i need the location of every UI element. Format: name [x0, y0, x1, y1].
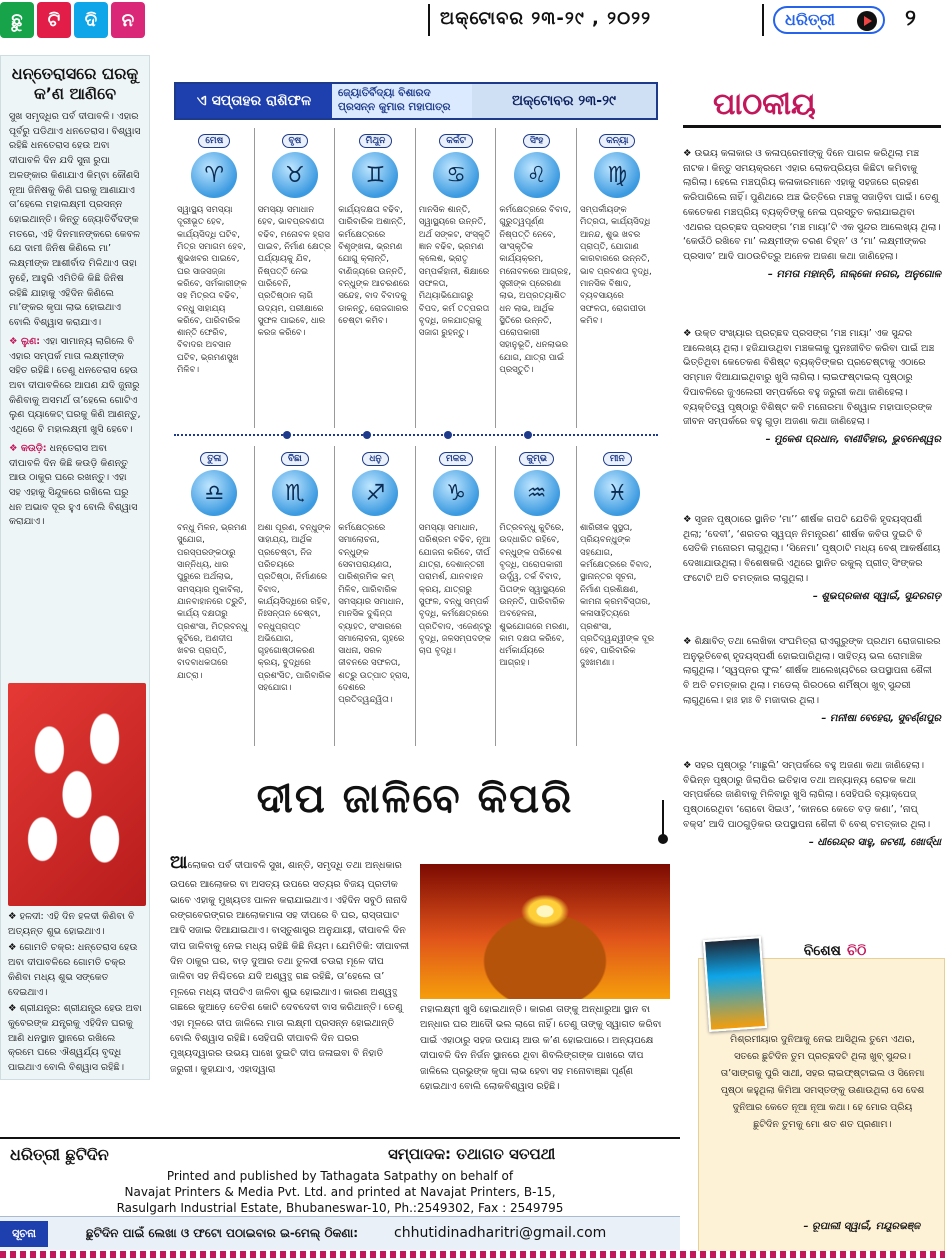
sign-label: ତୁଳା	[200, 452, 228, 466]
dotted-separator	[174, 434, 658, 438]
sign-text: କର୍ମକ୍ଷେତ୍ରରେ ବିବାଦ, ଗୁରୁତ୍ୱପୂର୍ଣ୍ଣ ନିଷ୍ପତ୍ତି ନେବେ, ସାଂସ୍କୃତିକ କାର୍ଯ୍ୟକ୍ରମ, ମନୋବଳରେ ଆଗ୍ରହ, ସ୍ତ୍ରୀଙ୍କ ପ୍ରେରଣା ଲାଭ, ଅପ୍ରତ୍ୟାଶିତ ଧନ ଲାଭ, ଆର୍ଥିକ ସ୍ଥିତିରେ ଉନ୍ନତି, ପରୋପକାରୀ ସହାନୁଭୂତି, ଧନଲାଭର ଯୋଗ, ଯାତ୍ରା ପାଇଁ ପ୍ରସ୍ତୁତି।	[499, 205, 572, 376]
letter-author: – ମମତା ମହାନ୍ତି, ନାଲ୍‌କୋ ନଗର, ଅନୁଗୋଳ	[767, 268, 941, 280]
virgo-icon: ♍	[594, 152, 640, 198]
article-heading: ଧନ୍‌ତେରାସରେ ଘରକୁ କ’ଣ ଆଣିବେ	[11, 64, 139, 103]
item-label: ❖ ହଳଦୀ:	[8, 911, 44, 922]
item-text: ଧନ୍‌ତେରାସ ହେଉ ଅବା ଦୀପାବଳିରେ ଗୋମତି ଚକ୍ର କିଣିବା ମଧ୍ୟ ଶୁଭ ସଙ୍କେତ ଦେଇଥାଏ।	[8, 942, 138, 998]
sign-label: ସିଂହ	[523, 134, 550, 148]
masthead	[0, 0, 945, 40]
letter-text: ❖ ଉକ୍ତ ସଂଖ୍ୟାର ପ୍ରଚ୍ଛଦ ପ୍ରସଙ୍ଗ ‘ମଞ୍ଚ ମାୟା’ ଏକ ସୁନ୍ଦର ଆଲେଖ୍ୟ ଥିଲା। ହଜିଯାଉଥିବା ମଞ୍ଚକଳାକୁ ପୁନଃଜୀବିତ କରିବା ପାଇଁ ଅଞ୍ଚ ଭିତ୍ତିଥିବା କେତେକଣ ବିଶିଷ୍ଟ ବ୍ୟକ୍ତିଙ୍କର ପ୍ରଚେଷ୍ଟାକୁ ଏଠାରେ ସମ୍ମାନ ଦିଆଯାଇଥିବାରୁ ଖୁସି ଲାଗିଲା। ଲାଇଫଷ୍ଟାଇଲ୍ ପୃଷ୍ଠାରୁ ଦିପାବଳିରେ ଜୁଏଲେରୀ ସମ୍ପର୍କରେ ବହୁ ଜରୁରୀ କଥା ଜାଣିହେଲା। ବ୍ୟକ୍ତିତ୍ୱ ପୃଷ୍ଠାରୁ ବିଶିଷ୍ଟ କବି ମନୋରମା ବିଶ୍ୱାଳ ମହାପାତ୍ରଙ୍କ ଜୀବନ ସମ୍ପର୍କରେ ବହୁ ଗୁଡ଼ା ଅଜଣା କଥା ଜାଣିହେଲା।	[683, 328, 935, 428]
sign-cell-singha	[496, 128, 577, 428]
special-letter-author: – ରୂପାଲୀ ସ୍ୱାଇଁ, ମୟୂରଭଞ୍ଜ	[803, 1221, 920, 1232]
notice-text: ଛୁଟିଦିନ ପାଇଁ ଲେଖା ଓ ଫଟୋ ପଠାଇବାର ଇ-ମେଲ୍ ଠିକଣା:	[86, 1226, 358, 1240]
sign-label: ବୃଷ	[282, 134, 309, 148]
printer-credit	[100, 1169, 580, 1217]
libra-icon: ♎	[191, 470, 237, 516]
bottom-decoration	[0, 1251, 945, 1258]
sign-label: କୁମ୍ଭ	[519, 452, 553, 466]
article-body-continued	[8, 910, 144, 1076]
article-paragraph	[8, 910, 144, 939]
sign-label: କର୍କଟ	[439, 134, 473, 148]
gemini-icon: ♊	[352, 152, 398, 198]
sign-text: କର୍ମକ୍ଷେତ୍ରରେ ସମାଲୋଚନା, ବନ୍ଧୁଙ୍କ ସେବାପରାୟଣତା, ପାରିଶ୍ରମିକ କମ୍ ମିଳିବ, ପାରିବାରିକ ସମସ୍ୟାର ସମାଧାନ, ମାନସିକ ଦୁଶ୍ଚିନ୍ତା ବ୍ୟାହତ, ସଂସାରରେ ସମାଲୋଚନା, ଗୃହରେ ସାଧନା, ସରଳ ଜୀବନରେ ସଫଳତା, ଶତ୍ରୁ ଉତ୍ପାତ ହ୍ରାସ, ଦେଶରେ ପ୍ରତିଦ୍ୱନ୍ଦ୍ୱିତା।	[338, 523, 410, 706]
feature-body	[170, 848, 410, 1077]
section-title: ପାଠକୀୟ	[713, 86, 816, 122]
imprint-footer	[0, 1137, 680, 1215]
letter-text: ❖ ଶିକ୍ଷାବିତ୍ ତଥା ଲେଖିକା ସଂଘମିତ୍ରା ରାଏଗୁରୁଙ୍କ ପ୍ରଥମ ରୋଜଗାରର ଅନୁଭୂତିବେଶ୍ ହୃଦୟସ୍ପର୍ଶୀ ହୋଇପାରିଥିଲା। ସାହିତ୍ୟ ଭଲ ରୋମାଞ୍ଚିକ ଲାଗୁଥିଲା। ‘ସ୍ୱପ୍ନର ଫୁଲ’ ଶୀର୍ଷକ ଆଲେଖ୍ୟଟିରେ ଉପସ୍ଥାପନା ଶୈଳୀ ବି ଅତି ଚମତ୍କାର ଥିଲା। ମଡେଲ୍ ଗିରଠରେ ଶର୍ମିଷ୍ଠା ଖୁବ୍ ସୁନ୍ଦରୀ ଲାଗୁଥିଲେ। ହାଃ ହାଃ ବି ମଜାଦାର ଥିଲା।	[683, 636, 941, 706]
sign-cell-dhanu	[335, 446, 416, 746]
item-text: ଏହା ସାମାନ୍ୟ ଲାଗିଲେ ବି ଏହାର ସମ୍ପର୍କ ମାତା ଲକ୍ଷ୍ମୀଙ୍କ ସହିତ ରହିଛି। ତେଣୁ ଧନତେରାସ ହେଉ ଅବା ଦୀପାବଳିରେ ଆପଣ ଯଦି ଜୁନାରୁ କିଣିବାକୁ ଅସମର୍ଥ ତା’ହେଲେ ଗୋଟିଏ ଲୁଣ ପ୍ୟାକେଟ୍ ଘରକୁ କିଣି ଆଣନ୍ତୁ, ଏଥିରେ ବି ମହାଲକ୍ଷ୍ମୀ ଖୁସି ହେବେ।	[9, 335, 141, 436]
cancer-icon: ♋	[433, 152, 479, 198]
drop-cap: ଆ	[170, 852, 188, 873]
sagittarius-icon: ♐	[352, 470, 398, 516]
sign-cell-mithuna	[335, 128, 416, 428]
printer-line: Printed and published by Tathagata Satpathy on behalf of	[166, 1169, 514, 1183]
sign-cell-kumbha	[496, 446, 577, 746]
printer-line: Navajat Printers & Media Pvt. Ltd. and printed at Navajat Printers, B-15,	[124, 1184, 556, 1199]
article-paragraph	[9, 335, 141, 438]
sign-label: ଧନୁ	[362, 452, 388, 466]
item-label: ❖ ଶ୍ରୀଯନ୍ତ୍ର:	[8, 1003, 61, 1015]
footer-editor: ସମ୍ପାଦକ: ତଥାଗତ ସତପଥୀ	[388, 1145, 556, 1163]
item-text: ଧନ୍‌ତେରାସ ଅବା ଦୀପାବଳି ଦିନ କିଛି କଉଡ଼ି କିଣନ୍ତୁ ଆଉ ଠାକୁର ଘରେ ରଖନ୍ତୁ। ଏହା ସହ ଏହାକୁ ସିନ୍ଦୁକରେ ରଖିଲେ ଘରୁ ଧନ ଅଭାବ ଦୂର ହୁଏ ବୋଲି ବିଶ୍ୱାସ କରାଯାଏ।	[9, 442, 138, 528]
sign-cell-bichha	[255, 446, 336, 746]
title-part: ବିଶେଷ	[803, 943, 841, 959]
separator-dot	[444, 431, 452, 439]
sign-text: ଶାରିରୀକ ସୁସ୍ଥତା, ପ୍ରିୟବନ୍ଧୁଙ୍କ ସହଯୋଗ, କର୍ମକ୍ଷେତ୍ରରେ ବିବାଦ, ସ୍ଥାନାନ୍ତର ସୂଚନା, ନିର୍ମାଣ ପ୍ରଶିକ୍ଷଣ, କାମନା କ୍ରମବିସ୍ତାର, କଳାସାହିତ୍ୟରେ ପ୍ରଶଂସା, ପ୍ରତିଦ୍ୱନ୍ଦ୍ୱୀଙ୍କ ଦୂର ହେବ, ପାରିବାରିକ ଦୁଃଖମଣା।	[579, 523, 655, 669]
sign-label: ମିଥୁନ	[359, 134, 393, 148]
sign-text: ମାନସିକ ଶାନ୍ତି, ସ୍ୱାସ୍ଥ୍ୟରେ ଉନ୍ନତି, ଅର୍ଥ ସଙ୍କଟ, ସଂସ୍କୃତି ଜ୍ଞାନ ବଢିବ, ଭ୍ରମଣ କ୍ଲେଶ, ଭ୍ରାତୃ ସମ୍ପର୍କହାନୀ, ଶିକ୍ଷାରେ ସଫଳତା, ମିଥ୍ୟାଭିଯୋଗରୁ ବିପଦ, କର୍ମ ତତ୍ପରତା ବୃଦ୍ଧି, ଜଳଯାତ୍ରାକୁ ସଜାଗ ରୁହନ୍ତୁ।	[418, 205, 491, 339]
feature-title: ଦୀପ ଜାଳିବେ କିପରି	[256, 776, 574, 822]
sign-text: ସମସ୍ୟା ସମାଧାନ, ପରିଶ୍ରମ ବଢିବ, ନୂଆ ଯୋଜନା କରିବେ, ଦୀର୍ଘ ଯାତ୍ରା, ଦେଶାନ୍ତରୀ ପରାମର୍ଶ, ଯାନବାହନ କ୍ରୟ, ଯାତ୍ରାରୁ ସୁଫଳ, ବନ୍ଧୁ ସମ୍ପର୍କ ବୃଦ୍ଧି, କର୍ମକ୍ଷେତ୍ରରେ ପ୍ରତିବାଦ, ଏଜେଣ୍ଟରୁ ବୃଦ୍ଧି, ଜଳସମ୍ପଦଙ୍କ ଚାପ ବୃଦ୍ଧି।	[418, 523, 492, 657]
item-text: ଶ୍ରୀଯନ୍ତ୍ର ହେଉ ଅବା କୁବେରଙ୍କ ଯନ୍ତ୍ରକୁ ଏହିଦିନ ଘରକୁ ଆଣି ଧନସ୍ଥାନ ସ୍ଥାନରେ ରଖିଲେ କ୍ରମେ ଘରେ ଐଶ୍ୱର୍ଯ୍ୟ ବୃଦ୍ଧି ପାଇଥାଏ ବୋଲି ବିଶ୍ୱାସ ରହିଛି।	[8, 1003, 142, 1074]
horoscope-row	[174, 446, 658, 746]
horoscope-row	[174, 128, 658, 428]
notice-tag: ସୂଚନା	[0, 1221, 48, 1247]
letter-author: – ଧୀରେନ୍ଦ୍ର ସାହୁ, ଜଟଣୀ, ଖୋର୍ଦ୍ଧା	[808, 836, 941, 848]
feature-text: ଲୋକର ପର୍ବ ଦୀପାବଳି ସୁଖ, ଶାନ୍ତି, ସମୃଦ୍ଧି ତଥା ଅନ୍ଧକାର ଉପରେ ଆଲୋକର ବା ଅସତ୍ୟ ଉପରେ ସତ୍ୟର ବିଜୟ ପ୍ରତୀକ ଭାବେ ଏହାକୁ ମୁଖ୍ୟତଃ ପାଳନ କରାଯାଇଥାଏ। ଏହିଦିନ ସବୁଠି ନାନାଦି ରଙ୍ଗବେରଙ୍ଗର ଆଲୋକମାଳା ସହ ଦୀପରେ ବି ଘର, ରାସ୍ତାଘାଟ ଆଦି ସଜାଇ ଦିଆଯାଇଥାଏ। ବାସ୍ତୁଶାସ୍ତ୍ର ଅନୁଯାୟୀ, ଦୀପାବଳି ଦିନ ଦୀପ ଜାଳିବାକୁ ନେଇ ମଧ୍ୟ ରହିଛି କିଛି ନିୟମ। ଯେମିତିକି: ଦୀପାବଳୀ ଦିନ ଠାକୁର ଘର, ବାଡ଼ ଦୁଆର ତଥା ତୁଳସୀ ଚଉରା ମୂଳେ ଦୀପ ଜାଳିବା ସହ ନିଶ୍ଚିତରେ ଯଦି ଅଶ୍ୱତ୍ଥ ଗଛ ରହିଛି, ତା’ହେଲେ ତା’ ମୂଳରେ ମଧ୍ୟ ଦୀପଟିଏ ଜାଳିବା ଶୁଭ ହୋଇଥାଏ। କାରଣ ଅଶ୍ୱତ୍ଥ ଗଛରେ କୁଆଡ଼େ ତେତିଶ କୋଟି ଦେବଦେବୀ ବାସ କରିଥାନ୍ତି। ତେଣୁ ଏହା ମୂଳରେ ଦୀପ ଜାଳିଲେ ମାତା ଲକ୍ଷ୍ମୀ ପ୍ରସନ୍ନ ହୋଇଥାନ୍ତି ବୋଲି ବିଶ୍ୱାସ ରହିଛି। ସେହିପରି ଦୀପାବଳି ଦିନ ଘରର ମୁଖ୍ୟଦ୍ୱାରର ଉଭୟ ପାଖେ ଦୁଇଟି ଦୀପ ଜଳାଇବା ବି ନିହାତି ଜରୁରୀ। କୁହାଯାଏ, ଏହାଦ୍ୱାରା	[170, 860, 410, 1075]
sign-cell-makara	[416, 446, 497, 746]
horoscope-title: ଏ ସପ୍ତାହର ରାଶିଫଳ	[176, 84, 332, 118]
sign-text: ବନ୍ଧୁ ମିଳନ, ଭ୍ରମଣ ସୁଯୋଗ, ପରସ୍ପରଙ୍କଠାରୁ ସାନ୍ନିଧ୍ୟ, ଧାର ପୁରୁରେ ଅର୍ଥଲାଭ, ସମସ୍ୟାର ମୁକାବିଲା, ଯାନବାହାନରେ ତ୍ରୁଟି, କାର୍ଯ୍ୟ ଦକ୍ଷତାରୁ ପ୍ରଶଂସା, ମିତ୍ରବନ୍ଧୁ କୁଟିରେ, ଅଣଦୀପ ଖବର ପ୍ରାପ୍ତି, ବାଦବାଧକତାରେ ଯାତ୍ରା।	[177, 523, 248, 681]
printer-line: Rasulgarh Industrial Estate, Bhubaneswar-10, Ph.:2549302, Fax : 2549795	[116, 1200, 564, 1215]
item-label: ❖ ଲୁଣ:	[9, 335, 41, 347]
letter	[683, 635, 941, 726]
item-text: ଏହି ଦିନ ହଳଦୀ କିଣିବା ବି ଅତ୍ୟନ୍ତ ଶୁଭ ହୋଇଥାଏ।	[8, 911, 135, 937]
aries-icon: ♈	[191, 152, 237, 198]
sign-cell-mina	[577, 446, 658, 746]
sign-text: ମିତ୍ରବନ୍ଧୁ କୁଟିରେ, ଉଦ୍ଧାରିତ ରହିବେ, ବନ୍ଧୁଙ୍କ ପରିବେଶ ବୃଦ୍ଧି, ପରୋପକାରୀ ଉର୍ଦ୍ଧ୍ୱ, ତର୍କ ବିବାଦ, ପିତାଙ୍କ ସ୍ୱାସ୍ଥ୍ୟରେ ଉନ୍ନତି, ପାରିବାରିକ ଅବହେଳନା, ଶୁଭଯୋଗରେ ମରଣା, କାମ ଦକ୍ଷତା କରିବେ, ଧର୍ମକାର୍ଯ୍ୟରେ ଆଗ୍ରହ।	[499, 523, 570, 669]
brand-tile: ଦି	[74, 2, 108, 38]
section-rule	[683, 125, 941, 128]
brand-tile: ଟି	[37, 2, 71, 38]
footer-brand: ଧରିତ୍ରୀ ଛୁଟିଦିନ	[10, 1145, 109, 1164]
sign-text: ସ୍ୱାସ୍ଥ୍ୟ ସମସ୍ୟା ଦୂରୀଭୂତ ହେବ, କାର୍ଯ୍ୟସିଦ୍ଧି ଘଟିବ, ମିତ୍ର ସମାଗମ ହେବ, ଶୁଭଖବର ପାଇବେ, ଘର ସାଜସଜ୍ଜା କରିବେ, ସର୍ମକାରୀଙ୍କ ସହ ମିତ୍ରତା ବଢିବ, ବନ୍ଧୁ ସାହାଯ୍ୟ କରିବେ, ପାରିବାରିକ ଶାନ୍ତି ଫେରିବ, ବିବାଦର ଅବସାନ ଘଟିବ, ଭ୍ରମଣସୁଖ ମିଳିବ।	[177, 205, 247, 376]
horoscope-header	[174, 82, 658, 120]
author-line: ପ୍ରସନ୍ନ କୁମାର ମହାପାତ୍ର	[338, 100, 451, 113]
item-label: ❖ କଉଡ଼ି:	[9, 442, 47, 454]
logo-text: ଧରିତ୍ରୀ	[785, 10, 835, 29]
sign-label: ମକର	[439, 452, 473, 466]
letter	[683, 327, 941, 448]
letter-text: ❖ ସୃଜନ ପୃଷ୍ଠାରେ ସ୍ଥାନିତ ‘ମା’’ ଶୀର୍ଷକ ଗପଟି ଯେତିକି ହୃଦୟସ୍ପର୍ଶୀ ଥିଲା; ‘ଦେବୀ’, ‘ଶରତର ସ୍ୱପ୍ନ ନିମନ୍ତ୍ରଣ’ ଶୀର୍ଷକ କବିତା ଦୁଇଟି ବି ସେତିକି ମନୋରମ ଲାଗୁଥିଲା। ‘ସିନେମା’ ପୃଷ୍ଠାଟି ମଧ୍ୟ ବେଶ୍ ଆକର୍ଷଣୀୟ ଦେଖାଯାଉଥିଲା। ବିଶେଷକରି ଏଥିରେ ସ୍ଥାନିତ ରକୁଲ୍ ପ୍ରୀତ୍ ସିଂଙ୍କର ଫଟୋଟି ଅତି ଚମତ୍କାର ଲାଗୁଥିଲା।	[683, 514, 941, 584]
sign-label: କନ୍ୟା	[599, 134, 635, 148]
title-decoration	[662, 800, 664, 838]
notice-bar	[0, 1216, 680, 1250]
divider	[428, 4, 430, 36]
brand-tile: ଛୁ	[0, 2, 34, 38]
article-paragraph	[8, 941, 144, 1000]
sign-cell-brusha	[255, 128, 336, 428]
letter	[683, 513, 941, 604]
sign-text: ସମ୍ପର୍କୀୟଙ୍କ ମିତ୍ରତା, କାର୍ଯ୍ୟସିଦ୍ଧି ଆନନ୍ଦ, ଶୁଭ ଖବର ପ୍ରାପ୍ତି, ଯୋଗାଣ କାରବାରରେ ଉନ୍ନତି, ଭାବ ପ୍ରବଣତା ବୃଦ୍ଧି, ମାନସିକ ବିଷାଦ, ବ୍ୟବସାୟରେ ସଫଳତା, ରୋଗପୀଡା କମିବ।	[579, 205, 652, 326]
sign-label: ମୀନ	[603, 452, 632, 466]
sign-label: ବିଛା	[281, 452, 309, 466]
feature-body-continued: ମହାଲକ୍ଷ୍ମୀ ଖୁସି ହୋଇଥାନ୍ତି। କାରଣ ତାଙ୍କୁ ଅନ୍ଧାରୁଆ ସ୍ଥାନ ବା ଅନ୍ଧାର ଘର ଆଦୌ ଭଲ ଲାଗେ ନାହିଁ। ତେଣୁ ତାଙ୍କୁ ସ୍ୱାଗତ କରିବା ପାଇଁ ଏହାଠାରୁ ସହଜ ଉପାୟ ଆଉ କ’ଣ ହୋଇପାରେ। ଅନ୍ୟପକ୍ଷେ ଦୀପାବଳି ଦିନ ନିର୍ଜନ ସ୍ଥାନରେ ଥିବା ଶିବଲିଙ୍ଗଙ୍କ ପାଖରେ ଦୀପ ଜାଳିଲେ ପ୍ରଭୁଙ୍କ କୃପା ଲାଭ ହେବା ସହ ମନୋବାଞ୍ଛା ପୂର୍ଣ୍ଣ ହୋଇଥାଏ ବୋଲି ଲୋକବିଶ୍ୱାସ ରହିଛି।	[420, 1004, 662, 1092]
separator-dot	[524, 431, 532, 439]
article-paragraph: ସୁଖ ସମୃଦ୍ଧିର ପର୍ବ ଦୀପାବଳି। ଏହାର ପୂର୍ବରୁ ପଡିଥାଏ ଧନତେରାସ। ବିଶ୍ୱାସ ରହିଛି ଧନତେରାସ ହେଉ ଅବା ଦୀପାବଳି ଦିନ ଯଦି ସୁନା ରୁପା ଅଳଙ୍କାର କିଣାଯାଏ କିମ୍ବା କୌଣସି ନୂଆ ଜିନିଷକୁ କିଣି ଘରକୁ ଆଣାଯାଏ ତା’ହେଲେ ମହାଲକ୍ଷ୍ମୀ ପ୍ରସନ୍ନ ହୋଇଥାନ୍ତି। କିନ୍ତୁ ଜ୍ୟୋତିର୍ବିଦଙ୍କ ମତରେ, ଏହି ଦିନମାନଙ୍କରେ କେବଳ ଯେ ଦାମୀ ଜିନିଷ କିଣିଲେ ମା’ ଲକ୍ଷ୍ମୀଙ୍କ ଆଶୀର୍ବାଦ ମିଳିଥାଏ ତାହା ନୁହେଁ, ଆହୁରି ଏମିତିକି କିଛି ଜିନିଷ ରହିଛି ଯାହାକୁ ଏହିଦିନ କିଣିଲେ ମା’ଙ୍କର କୃପା ଲାଭ ହୋଇଥାଏ ବୋଲି ବିଶ୍ୱାସ କରାଯାଏ।	[9, 111, 141, 329]
dharitri-logo	[773, 6, 885, 34]
capricorn-icon: ♑	[433, 470, 479, 516]
separator-dot	[283, 431, 291, 439]
play-icon	[857, 11, 877, 31]
sign-cell-tula	[174, 446, 255, 746]
title-part: ଚିଠି	[847, 943, 867, 959]
issue-date: ଅକ୍ଟୋବର ୨୩-୨୯ , ୨୦୨୨	[440, 8, 652, 29]
page-number: ୨	[905, 6, 916, 31]
letter-author: – ଶୁଭପ୍ରକାଶ ସ୍ୱାଇଁ, ସୁନ୍ଦରଗଡ଼	[812, 590, 941, 602]
special-letter-title	[740, 940, 930, 962]
letter-author: – ମନୀଷା ବେହେରା, ସୁବର୍ଣ୍ଣପୁର	[821, 712, 941, 724]
sign-text: ଅଶା ପୂରଣ, ବନ୍ଧୁଙ୍କ ସାହାଯ୍ୟ, ଆର୍ଥିକ ପ୍ରଚେଷ୍ଟା, ନିଜ ପରିଚୟରେ ପ୍ରତିଷ୍ଠା, ନିର୍ମାଣରେ ବିବାଦ, କାର୍ଯ୍ୟସିଦ୍ଧିରେ ରହିବ, ନିଃସନ୍ତାନ ଚେଷ୍ଟା, ବନ୍ଧୁପ୍ରାପ୍ତ ଅଭିଯୋଗ, ଗୃହଗୋଷ୍ଠୀକରଣ କ୍ରୟ, ବୁଦ୍ଧିରେ ପ୍ରଶଂସିତ, ପାରିବାରିକ ସହଯୋଗ।	[257, 523, 332, 694]
letter-text: ❖ ସହର ପୃଷ୍ଠାରୁ ‘ମାଛୁଲି’ ସମ୍ପର୍କରେ ବହୁ ଅଜଣା କଥା ଜାଣିହେଲା। ବିଭିନ୍ନ ପୃଷ୍ଠାରୁ ଜିଲାପିର ଇତିହାସ ତଥା ଅନ୍ୟାନ୍ୟ ରୋଚକ କଥା ସମ୍ପର୍କରେ ଜାଣିବାକୁ ମିଳିବାରୁ ଖୁସି ଲାଗିଲା। ସେହିପରି ବ୍ୟାକ୍‌ପେଜ୍ ପୃଷ୍ଠାରେଥିବା ‘ରୋବୋ ସିଇଓ’, ‘କାନରେ କେତେ ବଡ଼ କଣା’, ‘ନାପ୍ ବକ୍ସ’ ଆଦି ପାଠଗୁଡ଼ିକର ଉପସ୍ଥାପନା ଶୈଳୀ ବି ବେଶ୍ ଚମତ୍କାର ଥିଲା।	[683, 760, 931, 830]
brand-tile: ନ	[111, 2, 145, 38]
letter-text: ❖ ଉଭୟ କଳାକାର ଓ କଳାପ୍ରେମୀଙ୍କୁ ଦିନେ ପାଗଳ କରିଥିଲା ମଞ୍ଚ ନାଟକ। କିନ୍ତୁ ସମୟକ୍ରମେ ଏହାର ଲୋକପ୍ରିୟତା କିଛିଟା କମିବାକୁ ଲାଗିଲା। ହେଲେ ମଞ୍ଚପ୍ରିୟ କଳାକାରମାନେ ଏହାକୁ ସହଜରେ ଗ୍ରହଣ କରିପାରିଲେ ନାହିଁ। ପୁଣିଥରେ ଅଞ୍ଚ ଭିତ୍ତିରେ ମଞ୍ଚକୁ ସଜାଡ଼ିବା ପାଇଁ। ତେଣୁ କେତେକଣ ମଞ୍ଚପ୍ରିୟ ବ୍ୟକ୍ତିଙ୍କୁ ନେଇ ପ୍ରସ୍ତୁତ କରାଯାଇଥିବା ଏଥରର ପ୍ରଚ୍ଛଦ ପ୍ରସଙ୍ଗ ‘ମଞ୍ଚ ମାୟା’ଟି ଏକ ସୁନ୍ଦର ଆଲେଖ୍ୟ ଥିଲା। ‘କେଉଁଠି ରଖିବେ ମା’ ଲକ୍ଷ୍ମୀଙ୍କ ଚରଣ ଚିହ୍ନ’ ଓ ‘ମା’ ଲକ୍ଷ୍ମୀଙ୍କର ପ୍ରସାଦ’ ଆଦି ପାଠଉଚିତ୍ରୁ ଅନେକ ଅଜଣା କଥା ଜାଣିହେଲା।	[683, 148, 941, 263]
sign-label: ମେଷ	[198, 134, 230, 148]
taurus-icon: ♉	[272, 152, 318, 198]
scorpio-icon: ♏	[272, 470, 318, 516]
brand-logo	[0, 2, 145, 38]
sign-text: କାର୍ଯ୍ୟଦକ୍ଷତା ବଢିବ, ପାରିବାରିକ ଅଶାନ୍ତି, କର୍ମକ୍ଷେତ୍ରରେ ବିଶୃଙ୍ଖଳା, ଭ୍ରମଣ ଯୋଗୁ କ୍ଲାନ୍ତି, ବାଣିଜ୍ୟରେ ଉନ୍ନତି, ବନ୍ଧୁଙ୍କ ଆଚରଣରେ ସନ୍ଦେହ, ବାଦ ବିବାଦକୁ ଡାକନ୍ତୁ, ରୋଜଗାରର ଚେଷ୍ଟା କମିବ।	[338, 205, 410, 326]
divider	[762, 4, 764, 36]
horoscope-author	[332, 84, 472, 118]
letter-author: – ମୁକେଶ ପ୍ରଧାନ, ବାଣୀବିହାର, ଭୁବନେଶ୍ୱର	[765, 434, 941, 446]
special-letter-text: ମିଶ୍ରମୀୟାର ଦୁନିଆକୁ ନେଇ ଆସିଥିଲ ତୁମେ ଏଥର, ସତରେ ଛୁଟିଦିନ ତୁମ ପ୍ରଚ୍ଛଦଟି ଥିଲା ଖୁବ୍ ସୁନ୍ଦର। ତା’ସାଙ୍ଗକୁ ପୁରି ସାଥୀ, ସହର ଲାଇଫ୍‌ଷ୍ଟାଇଲ ଓ ସିନେମା ପୃଷ୍ଠା କହୁଥିଲା କିମିଆ ସମସ୍ତଙ୍କୁ ଉଣାଉଥିଲା ସେ ଦେଶ ଦୁନିଆର କେତେ ନୂଆ ନୂଆ କଥା। ହେ ମୋର ପ୍ରିୟ ଛୁଟିଦିନ ତୁମକୁ ମୋ ଶତ ଶତ ପ୍ରଣାମ।	[720, 1034, 925, 1130]
item-label: ❖ ଗୋମତି ଚକ୍ର:	[8, 942, 75, 954]
article-body	[9, 110, 141, 530]
separator-dot	[363, 431, 371, 439]
pisces-icon: ♓	[594, 470, 640, 516]
aquarius-icon: ♒	[514, 470, 560, 516]
diya-lamp-image	[420, 864, 670, 999]
horoscope-date: ଅକ୍ଟୋବର ୨୩-୨୯	[472, 84, 656, 118]
sign-cell-karkata	[416, 128, 497, 428]
leo-icon: ♌	[514, 152, 560, 198]
article-paragraph	[8, 1002, 144, 1076]
author-line: ଜ୍ୟୋତିର୍ବିଦ୍ୟା ବିଶାରଦ	[338, 87, 431, 99]
sign-cell-mesha	[174, 128, 255, 428]
sign-cell-kanya	[577, 128, 658, 428]
cowrie-shells-image	[8, 683, 146, 906]
letter	[683, 759, 941, 850]
article-paragraph	[9, 442, 141, 530]
contact-email[interactable]: chhutidinadharitri@gmail.com	[394, 1225, 607, 1241]
letter	[683, 147, 941, 282]
sign-text: ସମସ୍ୟା ସମାଧାନ ହେବ, ଭାବପ୍ରବଣତା ବଢିବ, ମନୋବଳ ହ୍ରାସ ପାଇବ, ନିର୍ମାଣ କ୍ଷେତ୍ର ପର୍ଯ୍ୟାୟକୁ ଯିବ, ନିଷ୍ପତ୍ତି ନେଇ ପାରିବେନି, ପ୍ରତିଷ୍ଠାନ ଲାଗି ଉଦ୍ୟମ, ପରୀକ୍ଷାରେ ସୁଫଳ ପାଇବେ, ଧାର କରଜ କରିବେ।	[257, 205, 332, 339]
